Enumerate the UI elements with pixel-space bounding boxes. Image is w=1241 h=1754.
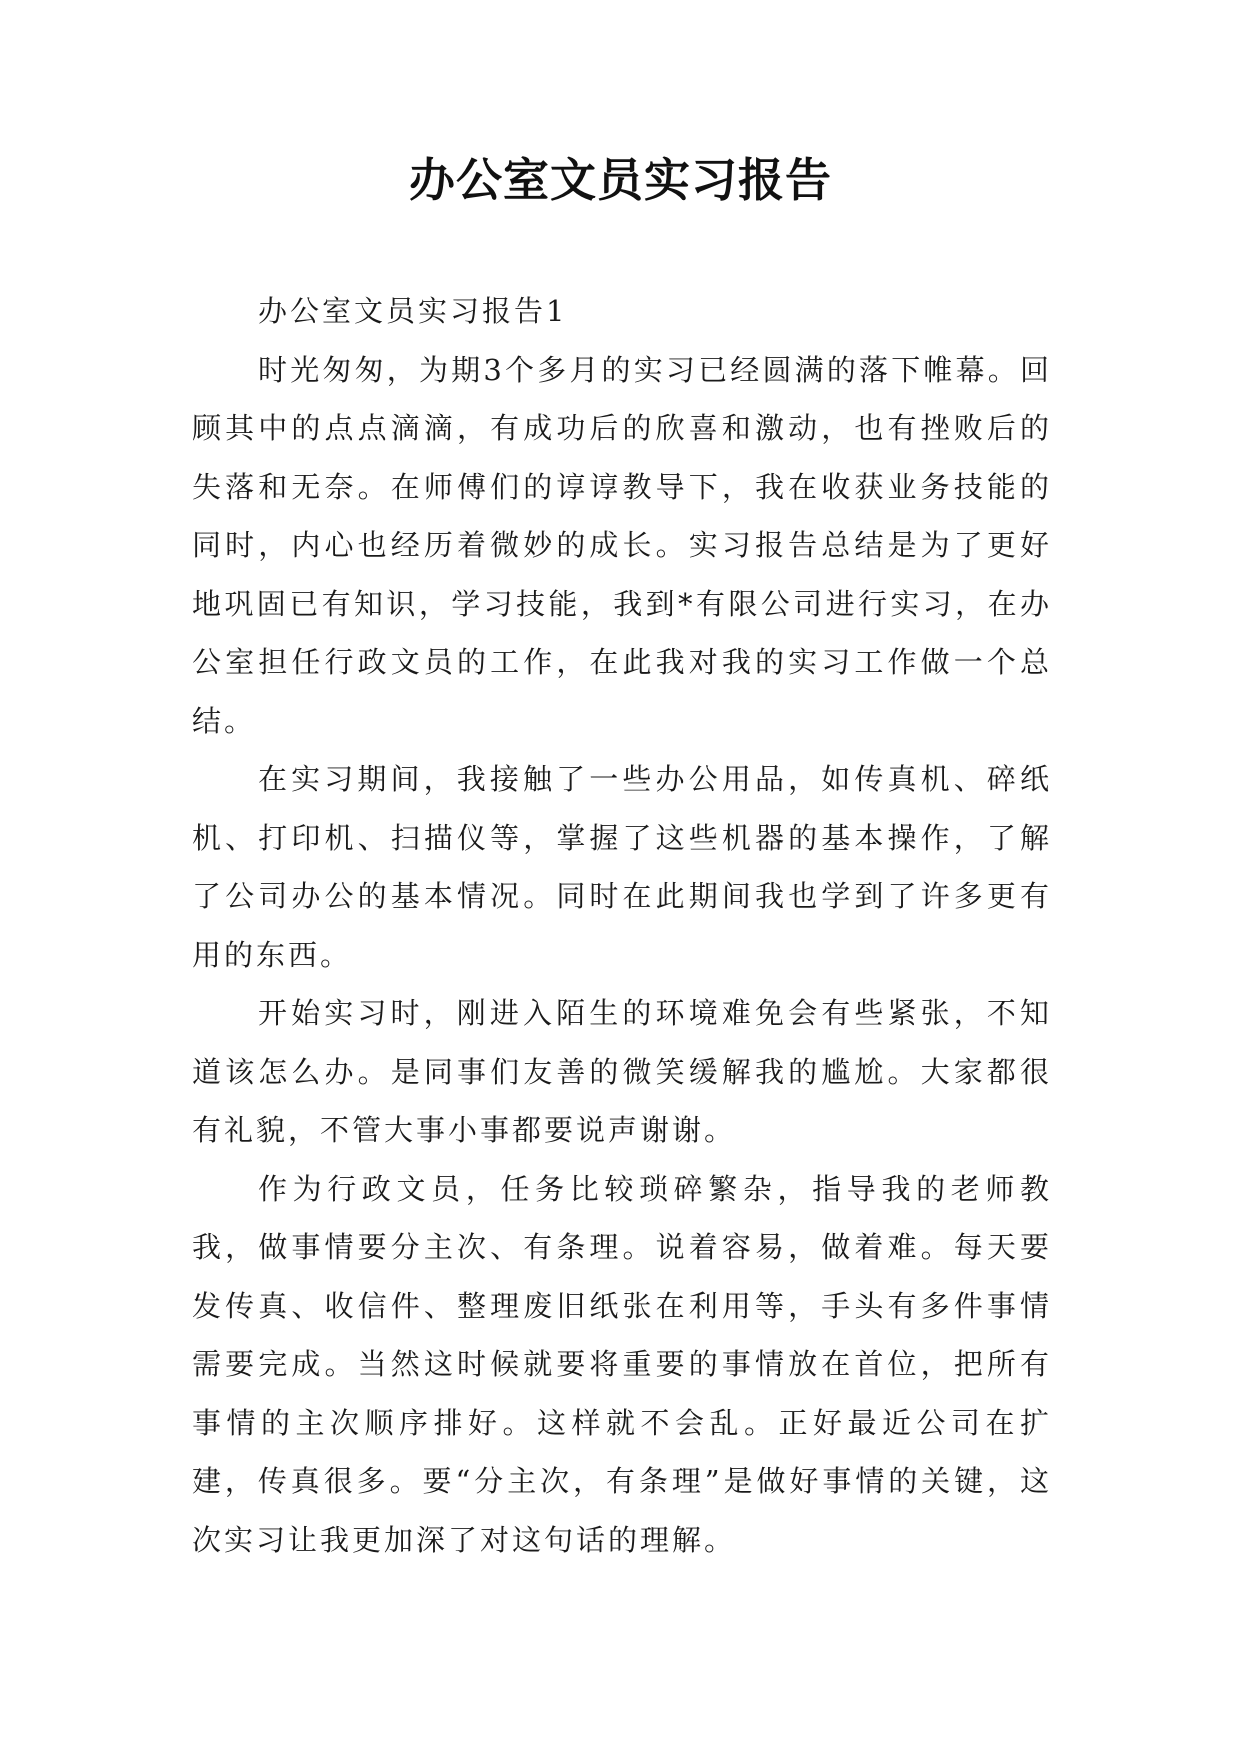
document-title: 办公室文员实习报告 — [409, 153, 832, 207]
paragraph: 作为行政文员，任务比较琐碎繁杂，指导我的老师教我，做事情要分主次、有条理。说着容易，做着难。每天要发传真、收信件、整理废旧纸张在利用等，手头有多件事情需要完成。当然这时候就要将重要的事情放在首位，把所有事情的主次顺序排好。这样就不会乱。正好最近公司在扩建，传真很多。要“分主次，有条理”是做好事情的关键，这次实习让我更加深了对这句话的理解。 — [192, 1171, 1052, 1557]
section-heading: 办公室文员实习报告1 — [258, 294, 568, 328]
paragraph: 时光匆匆，为期3个多月的实习已经圆满的落下帷幕。回顾其中的点点滴滴，有成功后的欣喜和激动，也有挫败后的失落和无奈。在师傅们的谆谆教导下，我在收获业务技能的同时，内心也经历着微妙的成长。实习报告总结是为了更好地巩固已有知识，学习技能，我到*有限公司进行实习，在办公室担任行政文员的工作，在此我对我的实习工作做一个总结。 — [192, 352, 1052, 738]
document-body — [192, 282, 1052, 1569]
paragraph: 在实习期间，我接触了一些办公用品，如传真机、碎纸机、打印机、扫描仪等，掌握了这些机器的基本操作，了解了公司办公的基本情况。同时在此期间我也学到了许多更有用的东西。 — [192, 762, 1052, 972]
paragraph: 开始实习时，刚进入陌生的环境难免会有些紧张，不知道该怎么办。是同事们友善的微笑缓解我的尴尬。大家都很有礼貌，不管大事小事都要说声谢谢。 — [192, 996, 1052, 1147]
